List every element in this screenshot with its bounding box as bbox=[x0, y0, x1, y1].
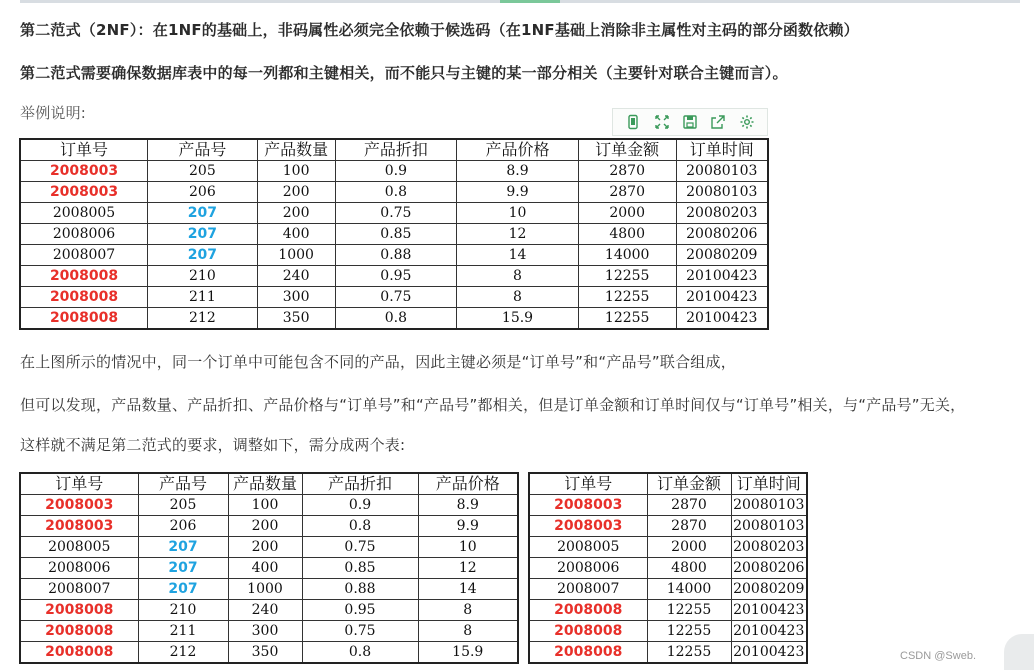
table-cell: 9.9 bbox=[457, 182, 579, 203]
table-order-products bbox=[19, 472, 519, 664]
mobile-icon[interactable] bbox=[624, 113, 642, 131]
table-cell: 20080209 bbox=[731, 579, 807, 600]
table-cell: 2008008 bbox=[20, 308, 148, 330]
table-header-cell: 订单号 bbox=[529, 473, 647, 495]
paragraph-3: 这样就不满足第二范式的要求，调整如下，需分成两个表: bbox=[20, 436, 406, 454]
table-cell: 12255 bbox=[578, 287, 676, 308]
table-cell: 0.88 bbox=[335, 245, 457, 266]
table-cell: 2008003 bbox=[529, 495, 647, 516]
table-header-cell: 订单号 bbox=[20, 473, 138, 495]
table-cell: 12255 bbox=[578, 266, 676, 287]
table-cell: 207 bbox=[148, 203, 258, 224]
table-cell: 206 bbox=[148, 182, 258, 203]
table-cell: 14000 bbox=[578, 245, 676, 266]
table-cell: 200 bbox=[228, 537, 302, 558]
table-row bbox=[20, 537, 518, 558]
table-cell: 2008008 bbox=[20, 600, 138, 621]
table-cell: 100 bbox=[257, 161, 335, 182]
table-cell: 210 bbox=[148, 266, 258, 287]
table-cell: 2008005 bbox=[20, 537, 138, 558]
table-cell: 10 bbox=[418, 537, 518, 558]
table-cell: 14 bbox=[418, 579, 518, 600]
table-row bbox=[529, 642, 807, 664]
watermark: CSDN @Sweb. bbox=[900, 650, 976, 662]
table-cell: 2870 bbox=[647, 516, 731, 537]
table-cell: 8 bbox=[457, 266, 579, 287]
table-cell: 1000 bbox=[257, 245, 335, 266]
table-cell: 2008008 bbox=[20, 266, 148, 287]
table-cell: 9.9 bbox=[418, 516, 518, 537]
image-toolbar bbox=[612, 108, 768, 136]
table-cell: 2008003 bbox=[20, 495, 138, 516]
table-cell: 400 bbox=[228, 558, 302, 579]
table-row bbox=[529, 621, 807, 642]
table-cell: 2008008 bbox=[20, 621, 138, 642]
table-cell: 300 bbox=[257, 287, 335, 308]
table-cell: 205 bbox=[138, 495, 228, 516]
table-cell: 20080206 bbox=[731, 558, 807, 579]
table-cell: 0.88 bbox=[302, 579, 418, 600]
table-cell: 8 bbox=[418, 621, 518, 642]
table-cell: 207 bbox=[138, 537, 228, 558]
table-cell: 2008007 bbox=[20, 245, 148, 266]
table-cell: 2870 bbox=[578, 182, 676, 203]
table-cell: 2008006 bbox=[20, 558, 138, 579]
table-cell: 0.8 bbox=[302, 642, 418, 664]
table-header-cell: 订单号 bbox=[20, 139, 148, 161]
table-cell: 8 bbox=[418, 600, 518, 621]
table-cell: 14 bbox=[457, 245, 579, 266]
table-cell: 20080103 bbox=[676, 161, 768, 182]
table-cell: 1000 bbox=[228, 579, 302, 600]
table-cell: 200 bbox=[257, 203, 335, 224]
table-cell: 12255 bbox=[647, 642, 731, 664]
table-cell: 20100423 bbox=[731, 600, 807, 621]
table-cell: 2008007 bbox=[20, 579, 138, 600]
table-header-cell: 产品号 bbox=[148, 139, 258, 161]
table-cell: 20080209 bbox=[676, 245, 768, 266]
table-row bbox=[529, 600, 807, 621]
table-cell: 2008005 bbox=[20, 203, 148, 224]
table-cell: 0.85 bbox=[335, 224, 457, 245]
table-cell: 2008007 bbox=[529, 579, 647, 600]
table-cell: 14000 bbox=[647, 579, 731, 600]
table-cell: 2008003 bbox=[20, 161, 148, 182]
heading-2nf-definition: 第二范式（2NF）：在1NF的基础上，非码属性必须完全依赖于候选码（在1NF基础上消除非主属性对主码的部分函数依赖） bbox=[20, 21, 859, 39]
table-cell: 2008008 bbox=[529, 600, 647, 621]
table-cell: 350 bbox=[257, 308, 335, 330]
table-row bbox=[20, 308, 768, 330]
table-row bbox=[20, 203, 768, 224]
table-cell: 300 bbox=[228, 621, 302, 642]
table-cell: 212 bbox=[138, 642, 228, 664]
table-row bbox=[20, 182, 768, 203]
table-cell: 207 bbox=[148, 245, 258, 266]
table-cell: 210 bbox=[138, 600, 228, 621]
table-row bbox=[20, 642, 518, 664]
table-row bbox=[20, 558, 518, 579]
table-header-cell: 产品号 bbox=[138, 473, 228, 495]
table-cell: 2870 bbox=[647, 495, 731, 516]
table-cell: 211 bbox=[148, 287, 258, 308]
table-orders-original bbox=[19, 138, 769, 330]
table-cell: 2008008 bbox=[20, 287, 148, 308]
paragraph-2: 但可以发现，产品数量、产品折扣、产品价格与“订单号”和“产品号”都相关，但是订单金额和订单时间仅与“订单号”相关，与“产品号”无关， bbox=[20, 396, 966, 414]
table-cell: 4800 bbox=[578, 224, 676, 245]
table-header-cell: 订单金额 bbox=[578, 139, 676, 161]
table-cell: 207 bbox=[138, 579, 228, 600]
table-cell: 0.95 bbox=[302, 600, 418, 621]
table-cell: 0.8 bbox=[335, 182, 457, 203]
table-cell: 2870 bbox=[578, 161, 676, 182]
table-cell: 2008008 bbox=[529, 642, 647, 664]
table-row bbox=[20, 161, 768, 182]
table-cell: 0.85 bbox=[302, 558, 418, 579]
example-label: 举例说明: bbox=[20, 104, 87, 122]
table-cell: 2008008 bbox=[529, 621, 647, 642]
table-cell: 0.8 bbox=[302, 516, 418, 537]
corner-widget bbox=[1004, 634, 1034, 670]
table-order-info bbox=[528, 472, 808, 664]
gear-icon[interactable] bbox=[738, 113, 756, 131]
table-row bbox=[20, 266, 768, 287]
expand-icon[interactable] bbox=[653, 113, 671, 131]
table-cell: 350 bbox=[228, 642, 302, 664]
table-header-cell: 订单时间 bbox=[731, 473, 807, 495]
table-cell: 2008003 bbox=[529, 516, 647, 537]
table-header-cell: 产品价格 bbox=[457, 139, 579, 161]
table-cell: 212 bbox=[148, 308, 258, 330]
table-cell: 20080103 bbox=[731, 495, 807, 516]
table-cell: 2008003 bbox=[20, 516, 138, 537]
top-divider bbox=[20, 0, 1020, 3]
table-row bbox=[20, 579, 518, 600]
save-icon[interactable] bbox=[681, 113, 699, 131]
table-cell: 100 bbox=[228, 495, 302, 516]
share-icon[interactable] bbox=[709, 113, 727, 131]
table-cell: 206 bbox=[138, 516, 228, 537]
table-cell: 2000 bbox=[647, 537, 731, 558]
table-header-cell: 订单金额 bbox=[647, 473, 731, 495]
table-cell: 8 bbox=[457, 287, 579, 308]
table-cell: 205 bbox=[148, 161, 258, 182]
table-cell: 20100423 bbox=[676, 287, 768, 308]
table-cell: 15.9 bbox=[418, 642, 518, 664]
table-cell: 20100423 bbox=[731, 621, 807, 642]
table-cell: 4800 bbox=[647, 558, 731, 579]
table-cell: 0.9 bbox=[335, 161, 457, 182]
table-row bbox=[20, 621, 518, 642]
table-row bbox=[529, 495, 807, 516]
table-cell: 20080206 bbox=[676, 224, 768, 245]
table-cell: 20080103 bbox=[731, 516, 807, 537]
table-header-cell: 产品价格 bbox=[418, 473, 518, 495]
table-cell: 8.9 bbox=[457, 161, 579, 182]
table-cell: 0.75 bbox=[302, 621, 418, 642]
table-row bbox=[529, 537, 807, 558]
table-cell: 10 bbox=[457, 203, 579, 224]
heading-2nf-explanation: 第二范式需要确保数据库表中的每一列都和主键相关，而不能只与主键的某一部分相关（主要针对联合主键而言）。 bbox=[20, 64, 788, 82]
table-row bbox=[20, 245, 768, 266]
table-cell: 12255 bbox=[647, 621, 731, 642]
table-cell: 0.95 bbox=[335, 266, 457, 287]
table-cell: 20100423 bbox=[731, 642, 807, 664]
table-header-cell: 产品折扣 bbox=[335, 139, 457, 161]
table-cell: 20080203 bbox=[731, 537, 807, 558]
table-cell: 0.9 bbox=[302, 495, 418, 516]
table-row bbox=[529, 516, 807, 537]
table-cell: 240 bbox=[228, 600, 302, 621]
table-cell: 200 bbox=[228, 516, 302, 537]
table-cell: 207 bbox=[138, 558, 228, 579]
table-cell: 207 bbox=[148, 224, 258, 245]
table-cell: 20100423 bbox=[676, 266, 768, 287]
table-header-cell: 产品折扣 bbox=[302, 473, 418, 495]
table-cell: 0.75 bbox=[302, 537, 418, 558]
table-cell: 8.9 bbox=[418, 495, 518, 516]
table-row bbox=[20, 495, 518, 516]
table-header-cell: 产品数量 bbox=[228, 473, 302, 495]
table-cell: 2008006 bbox=[529, 558, 647, 579]
table-cell: 12255 bbox=[647, 600, 731, 621]
table-cell: 0.75 bbox=[335, 287, 457, 308]
table-cell: 20100423 bbox=[676, 308, 768, 330]
table-cell: 2008005 bbox=[529, 537, 647, 558]
table-cell: 12 bbox=[418, 558, 518, 579]
table-row bbox=[529, 558, 807, 579]
table-cell: 0.8 bbox=[335, 308, 457, 330]
table-header-cell: 订单时间 bbox=[676, 139, 768, 161]
table-header-cell: 产品数量 bbox=[257, 139, 335, 161]
table-row bbox=[20, 516, 518, 537]
table-cell: 12255 bbox=[578, 308, 676, 330]
table-cell: 15.9 bbox=[457, 308, 579, 330]
table-cell: 12 bbox=[457, 224, 579, 245]
table-row bbox=[20, 224, 768, 245]
table-cell: 20080103 bbox=[676, 182, 768, 203]
table-cell: 2008008 bbox=[20, 642, 138, 664]
table-cell: 211 bbox=[138, 621, 228, 642]
table-cell: 2008003 bbox=[20, 182, 148, 203]
table-cell: 240 bbox=[257, 266, 335, 287]
table-cell: 2000 bbox=[578, 203, 676, 224]
table-cell: 20080203 bbox=[676, 203, 768, 224]
table-row bbox=[529, 579, 807, 600]
table-row bbox=[20, 287, 768, 308]
table-cell: 0.75 bbox=[335, 203, 457, 224]
table-row bbox=[20, 600, 518, 621]
table-cell: 200 bbox=[257, 182, 335, 203]
table-cell: 2008006 bbox=[20, 224, 148, 245]
paragraph-1: 在上图所示的情况中，同一个订单中可能包含不同的产品，因此主键必须是“订单号”和“产品号”联合组成， bbox=[20, 353, 736, 371]
table-cell: 400 bbox=[257, 224, 335, 245]
